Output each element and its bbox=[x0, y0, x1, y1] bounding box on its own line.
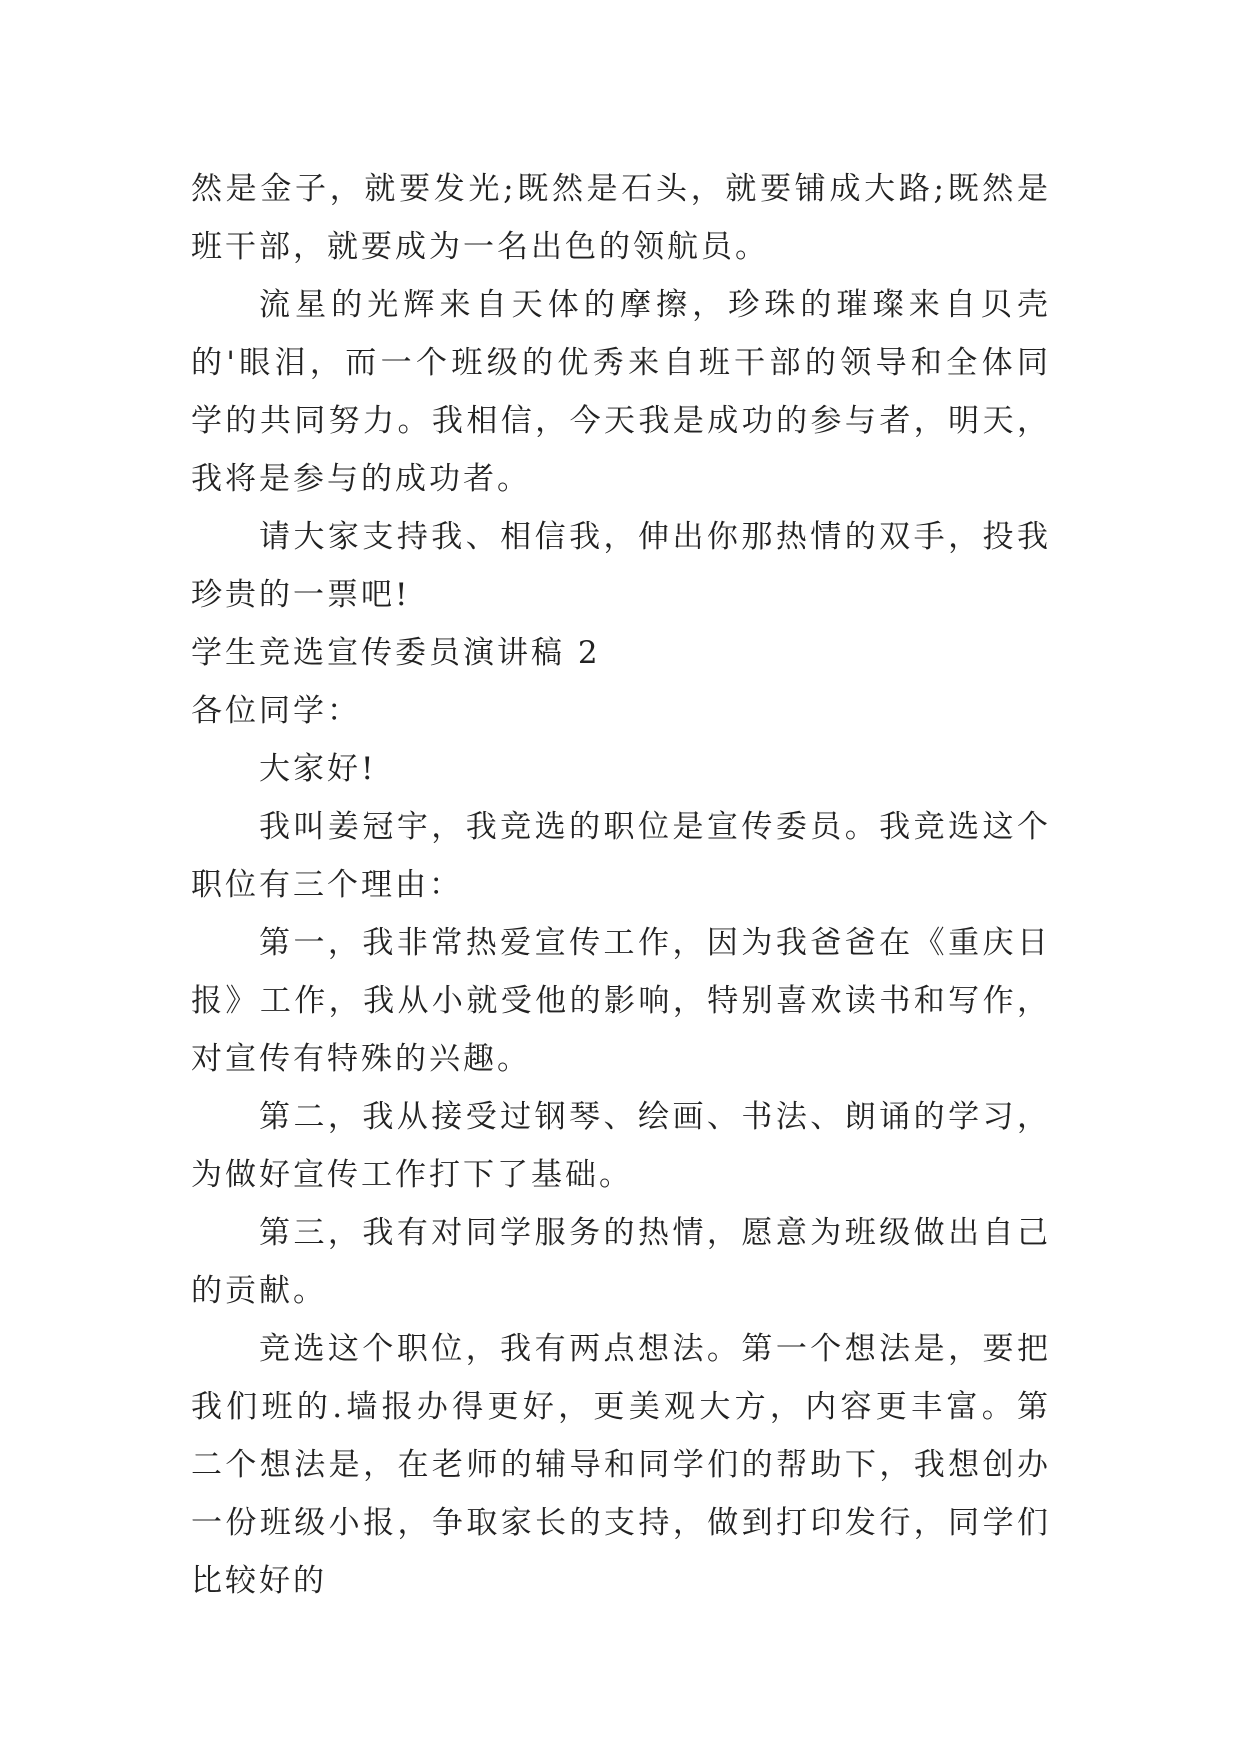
paragraph-reason-one: 第一，我非常热爱宣传工作，因为我爸爸在《重庆日报》工作，我从小就受他的影响，特别喜欢读书和写作，对宣传有特殊的兴趣。 bbox=[191, 925, 1051, 1077]
paragraph-vote-request: 请大家支持我、相信我，伸出你那热情的双手，投我珍贵的一票吧! bbox=[191, 519, 1051, 613]
paragraph-ideas: 竞选这个职位，我有两点想法。第一个想法是，要把我们班的.墙报办得更好，更美观大方，内容更丰富。第二个想法是，在老师的辅导和同学们的帮助下，我想创办一份班级小报，争取家长的支持，做到打印发行，同学们比较好的 bbox=[191, 1331, 1051, 1599]
paragraph-salutation: 各位同学： bbox=[191, 693, 361, 729]
paragraph-reason-two: 第二，我从接受过钢琴、绘画、书法、朗诵的学习，为做好宣传工作打下了基础。 bbox=[191, 1099, 1051, 1193]
document-body bbox=[191, 160, 1051, 1610]
paragraph-greeting: 大家好! bbox=[259, 751, 377, 787]
section-heading: 学生竞选宣传委员演讲稿 2 bbox=[191, 635, 601, 671]
paragraph-meteor: 流星的光辉来自天体的摩擦，珍珠的璀璨来自贝壳的'眼泪，而一个班级的优秀来自班干部的领导和全体同学的共同努力。我相信，今天我是成功的参与者，明天，我将是参与的成功者。 bbox=[191, 287, 1051, 497]
paragraph-continued: 然是金子，就要发光;既然是石头，就要铺成大路;既然是班干部，就要成为一名出色的领航员。 bbox=[191, 171, 1051, 265]
paragraph-reason-three: 第三，我有对同学服务的热情，愿意为班级做出自己的贡献。 bbox=[191, 1215, 1051, 1309]
paragraph-introduction: 我叫姜冠宇，我竞选的职位是宣传委员。我竞选这个职位有三个理由： bbox=[191, 809, 1051, 903]
